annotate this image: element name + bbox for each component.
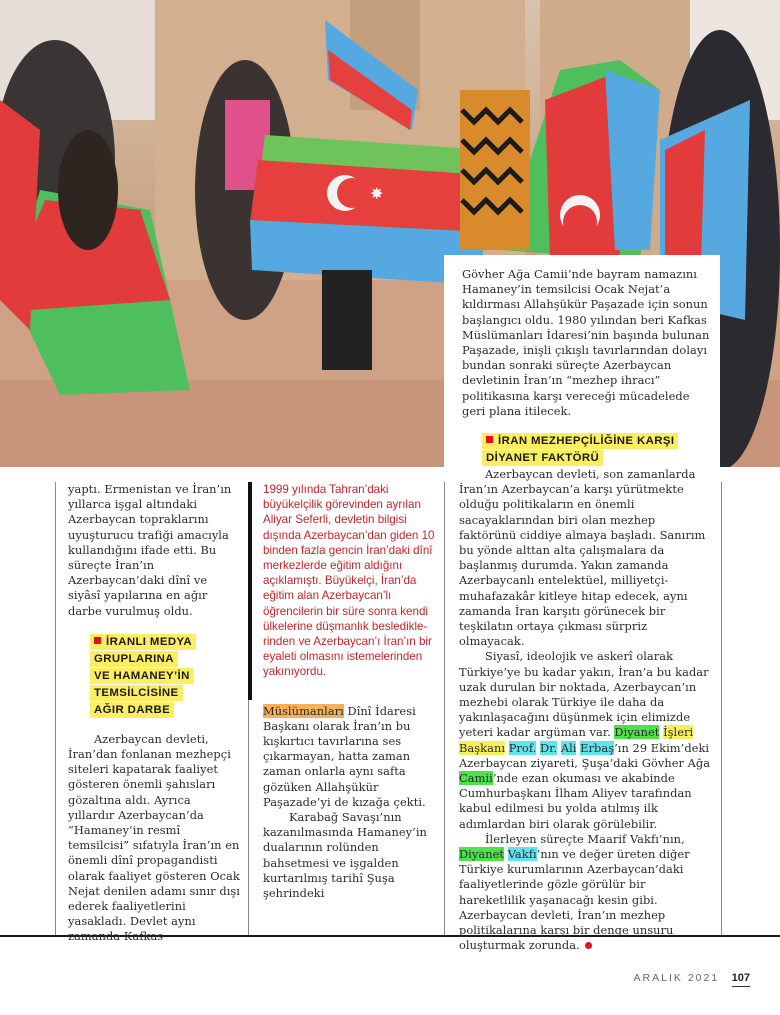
magazine-issue: ARALIK 2021 — [633, 972, 720, 984]
col3-paragraph-3 — [459, 832, 715, 954]
subhead-text: TEMSİLCİSİNE — [94, 686, 179, 699]
subhead-line — [90, 634, 196, 650]
page-footer — [600, 968, 750, 986]
col2-paragraph-1-text: Dînî İdaresi Başkanı olarak İran’ın bu kışkırtıcı tavırlarına ses çıkarmayan, hatta zaman zaman onlarla aynı safta gözüken Allahşükür Paşazade’yi de kızağa çekti. — [263, 703, 426, 809]
highlight-erbas: Erbaş — [580, 740, 615, 755]
col2-paragraph-2: Karabağ Savaşı’nın kazanılmasında Hamaney’in dualarının rolünden bahsetmesi ve işgalden kurtarılmış tarihî Şuşa şehrindeki — [263, 810, 427, 901]
column-3 — [459, 467, 715, 954]
column-2 — [263, 482, 435, 901]
pull-quote: 1999 yılında Tahran’daki büyükelçilik görevinden ayrılan Aliyar Seferli, devletin bilgisi dışında Azerbaycan’dan giden 10 binden fazla gencin İran’daki dînî merkezlerde eğitim aldığını açıklamıştı. Büyükelçi, İran’da eğitim alan Azerbaycan’lı öğrencilerin bir süre sonra kendi ülkelerine düşmanlık beslediklerinden ve Azerbaycan’ı İran’ın bir eyaleti olmasını istemelerinden yakınıyordu. — [263, 483, 435, 679]
subhead-diyanet — [482, 432, 714, 466]
inset-text-box — [444, 255, 720, 467]
col2-paragraph-1 — [263, 704, 435, 810]
col1-paragraph-1: yaptı. Ermenistan ve İran’ın yıllarca işgal altındaki Azerbaycan topraklarını uyuşturucu trafiği amacıyla kullandığını ifade etti. Bu süreçte İran’ın Azerbaycan’daki dînî ve siyâsî yapılarına en ağır darbe vurulmuş oldu. — [68, 482, 232, 618]
red-square-icon — [486, 436, 493, 443]
highlight-ali: Ali — [560, 740, 577, 755]
subhead-text: DİYANET FAKTÖRÜ — [486, 452, 600, 465]
text-run: ’ın 29 Ekim’deki Azerbaycan ziyareti, Şuşa’daki Gövher Ağa — [459, 740, 711, 770]
subhead-line — [90, 685, 183, 701]
subhead-line — [482, 433, 678, 449]
column-rule — [444, 482, 445, 936]
subhead-line — [90, 702, 174, 718]
highlight-prof: Prof. — [508, 740, 537, 755]
text-run: ’nın ve değer üreten diğer Türkiye kurumlarının Azerbaycan’daki faaliyetlerinde gözle görülür bir hareketlilik yaşanacağı kesin gibi. Azerbaycan devleti, İran’ın mezhep politikalarına karşı bir denge unsuru oluşturmak zorunda. — [459, 847, 690, 953]
subhead-text: İRAN MEZHEPÇİLİĞİNE KARŞI — [498, 435, 675, 448]
highlight-diyanet: Diyanet — [459, 847, 505, 862]
col3-paragraph-2 — [459, 649, 715, 831]
highlight-camii: Camii — [459, 771, 493, 786]
col1-paragraph-2: Azerbaycan devleti, İran’dan fonlanan mezhepçi siteleri kapatarak faaliyet gösteren önemli şahısları gözaltına aldı. Ayrıca yıllardır Azerbaycan’da “Hamaney’in resmî temsilcisi” sıfatıyla İran’ın en önemli dînî propagandisti olarak faaliyet gösteren Ocak Nejat denilen adamı sınır dışı ederek faaliyetlerini yasakladı. Devlet aynı zamanda Kafkas — [68, 731, 240, 944]
subhead-line — [90, 668, 194, 684]
subhead-line — [90, 651, 178, 667]
pullquote-bar — [248, 482, 252, 700]
subhead-text: AĞIR DARBE — [94, 703, 171, 716]
svg-text:✸: ✸ — [370, 184, 384, 203]
highlight-muslumanlari: Müslümanları — [263, 703, 344, 718]
text-run: ’nde ezan okuması ve akabinde Cumhurbaşkanı İlham Aliyev tarafından kabul edilmesi bu yolda atılmış ilk adımlardan biri olarak görülebilir. — [459, 771, 692, 831]
subhead-line — [482, 450, 603, 466]
subhead-text: İRANLI MEDYA — [106, 635, 193, 648]
column-rule — [55, 482, 56, 936]
subhead-text: VE HAMANEY’İN — [94, 669, 190, 682]
column-1 — [68, 482, 240, 945]
col3-paragraph-1: Azerbaycan devleti, son zamanlarda İran’ın Azerbaycan’a karşı yürütmekte olduğu politikaların en önemli sacayaklarından biri olan mezhep faktörünü ciddiye almaya başladı. Sanırım bu yönde alttan alta çalışmalara da başlanmış durumda. Yakın zamanda Azerbaycanlı entelektüel, milliyetçi-muhafazakâr kitleye hitap edecek, aynı zamanda İran karşıtı görünecek bir teşkilatın ortaya çıkması sürpriz olmayacak. — [459, 467, 706, 649]
highlight-isleri-baskani: İşleri Başkanı — [459, 725, 694, 755]
subhead-iranli-medya — [90, 633, 240, 718]
highlight-dr: Dr. — [540, 740, 558, 755]
subhead-text: GRUPLARINA — [94, 652, 174, 665]
text-run: Siyasî, ideolojik ve askerî olarak Türkiye’ye bu kadar yakın, İran’a bu kadar uzak durulan bir noktada, Azerbaycan’ın mezhebi olarak Türkiye ile daha da yakınlaşacağını düşünmek için elimizde yeteri kadar argüman var. — [459, 649, 709, 740]
highlight-vakfi: Vakfı — [507, 847, 537, 862]
text-run: İlerleyen süreçte Maarif Vakfı’nın, — [485, 831, 685, 846]
highlight-diyanet: Diyanet — [614, 725, 660, 740]
inset-paragraph: Gövher Ağa Camii’nde bayram namazını Hamaney’in temsilcisi Ocak Nejat’a kıldırması Allahşükür Paşazade için sonun başlangıcı oldu. 1980 yılından beri Kafkas Müslümanları İdaresi’nin başında bulunan Paşazade, inişli çıkışlı tavırlarından dolayı bundan sonraki süreçte Azerbaycan devletinin İran’ın “mezhep ihracı” politikasına karşı vereceği mücadelede geri plana itilecek. — [462, 267, 710, 418]
red-square-icon — [94, 637, 101, 644]
column-rule — [721, 482, 722, 936]
end-mark-icon — [585, 942, 592, 949]
page-number: 107 — [732, 972, 750, 987]
